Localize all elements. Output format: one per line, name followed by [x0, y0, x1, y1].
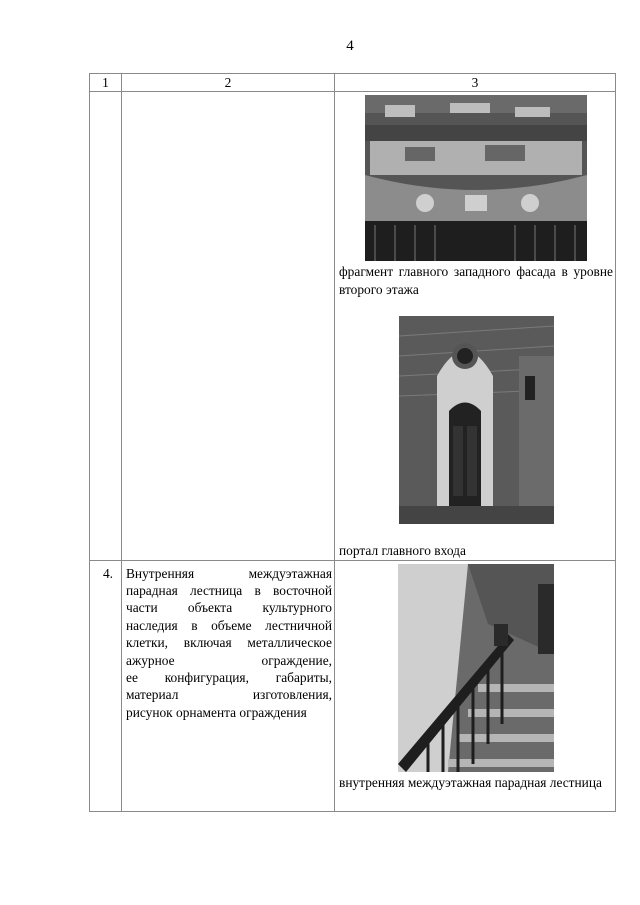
- description-line: наследия в объеме лестничной: [126, 617, 332, 633]
- facade-fragment-caption: фрагмент главного западного фасада в уровне второго этажа: [339, 264, 613, 297]
- row-cont-description-cell: [122, 92, 335, 560]
- header-col-1: 1: [90, 74, 122, 92]
- row-4-description: [122, 560, 335, 811]
- description-line: клетки, включая металлическое: [126, 635, 332, 651]
- main-entrance-portal-photo: [399, 316, 554, 524]
- row-4-figure-cell: [335, 560, 616, 811]
- page-number: 4: [346, 38, 354, 54]
- description-line: парадная лестница в восточной: [126, 583, 332, 599]
- interior-staircase-photo: [398, 564, 554, 772]
- header-col-2: 2: [122, 74, 335, 92]
- description-line: материал изготовления,: [126, 687, 332, 703]
- table-row-continued: [90, 92, 616, 560]
- description-line: рисунок орнамента ограждения: [126, 704, 307, 720]
- heritage-table: [89, 73, 616, 812]
- row-cont-figures-cell: [335, 92, 616, 560]
- staircase-caption: внутренняя междуэтажная парадная лестница: [339, 774, 602, 790]
- row-cont-number-cell: [90, 92, 122, 560]
- table-row-4: [90, 560, 616, 811]
- header-row: [90, 74, 616, 92]
- description-line: ее конфигурация, габариты,: [126, 670, 332, 686]
- facade-fragment-photo: [365, 95, 587, 261]
- description-line: ажурное ограждение,: [126, 652, 332, 668]
- description-line: части объекта культурного: [126, 600, 332, 616]
- row-4-number: 4.: [90, 560, 122, 811]
- description-line: Внутренняя междуэтажная: [126, 565, 332, 581]
- entrance-portal-caption: портал главного входа: [339, 543, 466, 559]
- header-col-3: 3: [335, 74, 616, 92]
